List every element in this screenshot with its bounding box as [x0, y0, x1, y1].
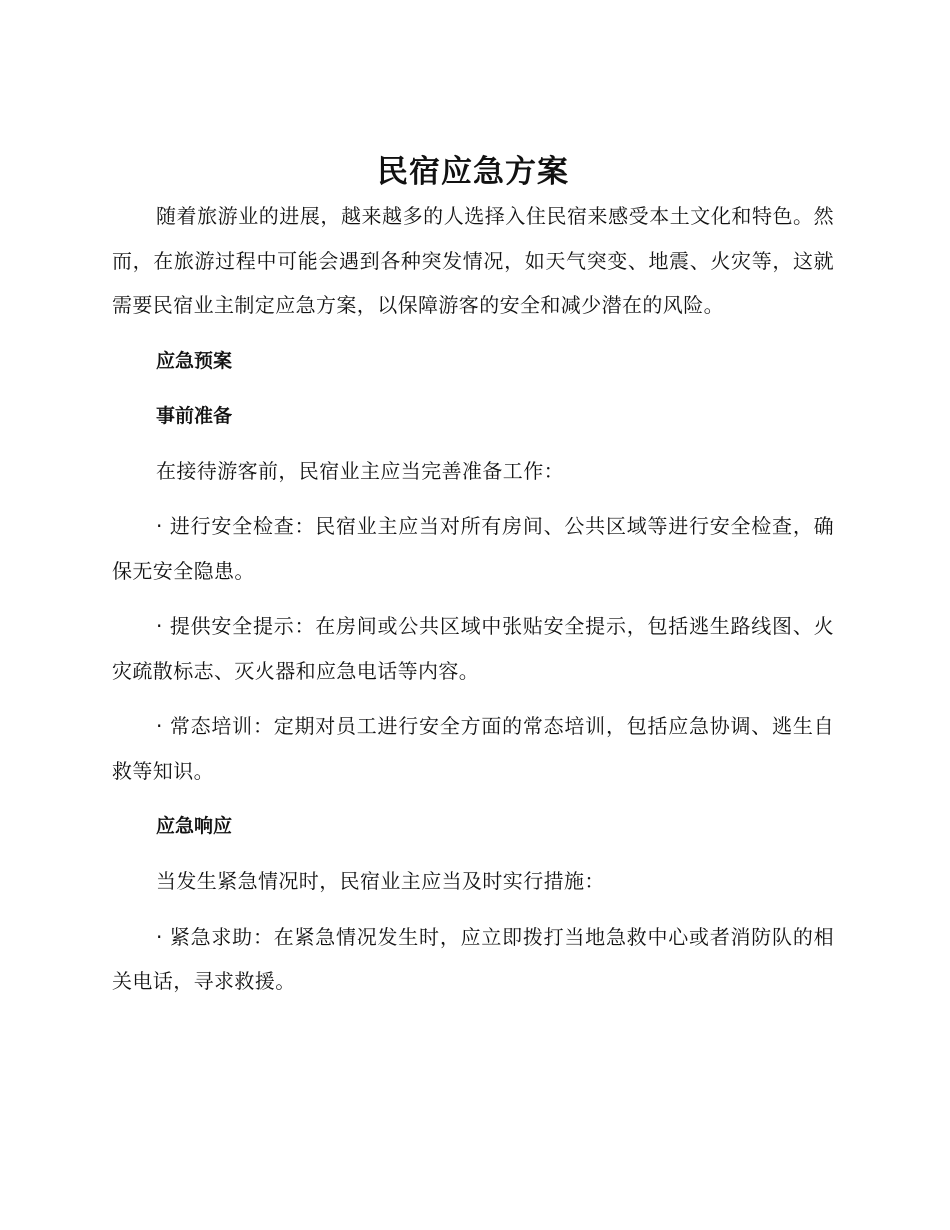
document-page: [112, 150, 834, 1004]
preparation-intro: 在接待游客前，民宿业主应当完善准备工作：: [156, 458, 564, 483]
list-item-safety-tips: · 提供安全提示：在房间或公共区域中张贴安全提示，包括逃生路线图、火灾疏散标志、灭火器和应急电话等内容。: [112, 614, 834, 683]
response-intro: 当发生紧急情况时，民宿业主应当及时实行措施：: [156, 869, 605, 893]
spacer: [112, 493, 834, 504]
spacer: [112, 904, 834, 915]
spacer: [112, 593, 834, 604]
section-heading-preparation: 事前准备: [156, 404, 233, 427]
spacer: [112, 438, 834, 449]
spacer: [112, 848, 834, 859]
list-item-training: · 常态培训：定期对员工进行安全方面的常态培训，包括应急协调、逃生自救等知识。: [112, 714, 834, 783]
list-item-safety-check: · 进行安全检查：民宿业主应当对所有房间、公共区域等进行安全检查，确保无安全隐患。: [112, 514, 834, 583]
spacer: [112, 328, 834, 339]
section-heading-response: 应急响应: [156, 815, 233, 837]
spacer: [112, 693, 834, 704]
intro-paragraph: 随着旅游业的进展，越来越多的人选择入住民宿来感受本土文化和特色。然而，在旅游过程中可能会遇到各种突发情况，如天气突变、地震、火灾等，这就需要民宿业主制定应急方案，以保障游客的安全和减少潜在的风险。: [112, 204, 834, 317]
section-heading-emergency-plan: 应急预案: [156, 349, 233, 372]
spacer: [112, 383, 834, 394]
spacer: [112, 793, 834, 804]
document-title: 民宿应急方案: [377, 154, 569, 190]
list-item-emergency-call: · 紧急求助：在紧急情况发生时，应立即拨打当地急救中心或者消防队的相关电话，寻求救援。: [112, 924, 834, 993]
